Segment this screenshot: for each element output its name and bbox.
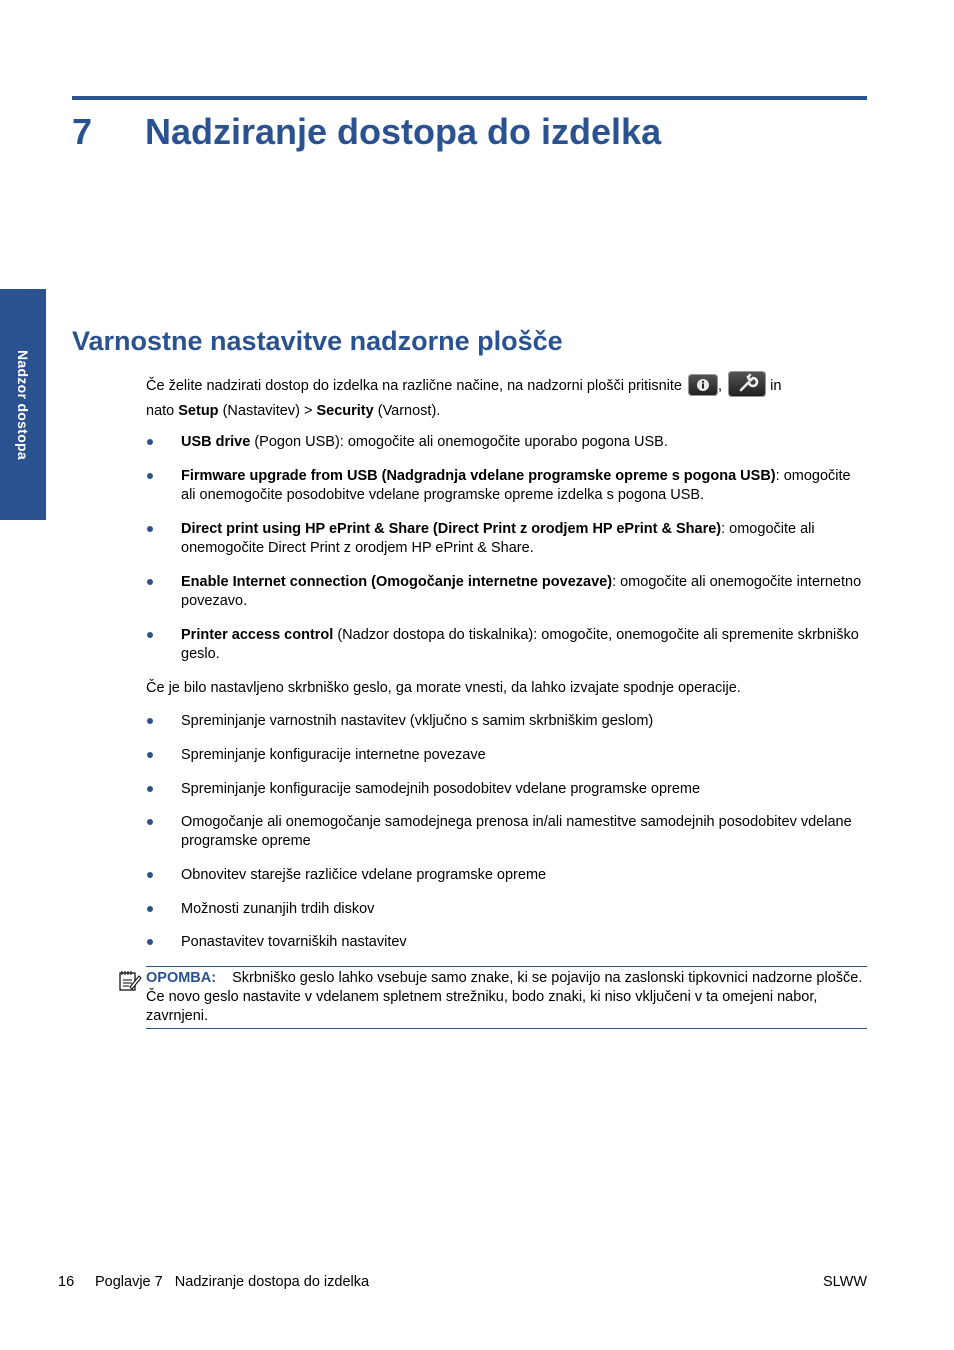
list-item: Enable Internet connection (Omogočanje internetne povezave): omogočite ali onemogočite internetno povezavo.: [181, 573, 869, 611]
password-intro: Če je bilo nastavljeno skrbniško geslo, ga morate vnesti, da lahko izvajate spodnje operacije.: [146, 680, 741, 696]
list-item: Možnosti zunanjih trdih diskov: [181, 900, 869, 919]
list-item: USB drive (Pogon USB): omogočite ali onemogočite uporabo pogona USB.: [181, 433, 869, 452]
side-tab-label: Nadzor dostopa: [15, 350, 31, 460]
page-number: 16: [58, 1274, 75, 1290]
list-item: Ponastavitev tovarniških nastavitev: [181, 933, 869, 952]
list-item: Direct print using HP ePrint & Share (Direct Print z orodjem HP ePrint & Share): omogočite ali onemogočite Direct Print z orodjem HP ePrint & Share.: [181, 520, 869, 558]
list-item: Spreminjanje konfiguracije internetne povezave: [181, 746, 869, 765]
info-icon: [688, 374, 718, 396]
list-item: Printer access control (Nadzor dostopa do tiskalnika): omogočite, onemogočite ali spremenite skrbniško geslo.: [181, 626, 869, 664]
wrench-icon: [728, 371, 766, 397]
footer-code: SLWW: [822, 1274, 867, 1290]
list-item: Omogočanje ali onemogočanje samodejnega prenosa in/ali namestitve samodejnih posodobitev vdelane programske opreme: [181, 813, 869, 851]
footer-chapter-ref: Poglavje 7 Nadziranje dostopa do izdelka: [95, 1274, 370, 1290]
chapter-number: 7: [72, 111, 93, 152]
footer-left: [58, 1273, 369, 1291]
side-tab: [0, 289, 46, 520]
list-item: Firmware upgrade from USB (Nadgradnja vdelane programske opreme s pogona USB): omogočite ali onemogočite posodobitve vdelane programske opreme izdelka s pogona USB.: [181, 467, 869, 505]
intro-paragraph: Če želite nadzirati dostop do izdelka na različne načine, na nadzorni plošči pritisnite , in nato Setup (Nastavitev) > Security (Varnost).: [146, 374, 868, 424]
chapter-top-rule: [72, 96, 867, 100]
section-title: Varnostne nastavitve nadzorne plošče: [72, 326, 563, 356]
chapter-title-text: Nadziranje dostopa do izdelka: [145, 111, 662, 152]
note-box: [146, 966, 867, 1029]
chapter-title: [72, 111, 661, 153]
list-item: Spreminjanje konfiguracije samodejnih posodobitev vdelane programske opreme: [181, 780, 869, 799]
note-text: Skrbniško geslo lahko vsebuje samo znake, ki se pojavijo na zaslonski tipkovnici nadzorne plošče. Če novo geslo nastavite v vdelanem spletnem strežniku, bodo znaki, ki niso vključeni v ta omejeni nabor, zavrnjeni.: [146, 970, 863, 1024]
list-item: Spreminjanje varnostnih nastavitev (vključno s samim skrbniškim geslom): [181, 712, 869, 731]
note-label: OPOMBA:: [146, 970, 217, 986]
note-icon: [118, 970, 142, 992]
list-item: Obnovitev starejše različice vdelane programske opreme: [181, 866, 869, 885]
